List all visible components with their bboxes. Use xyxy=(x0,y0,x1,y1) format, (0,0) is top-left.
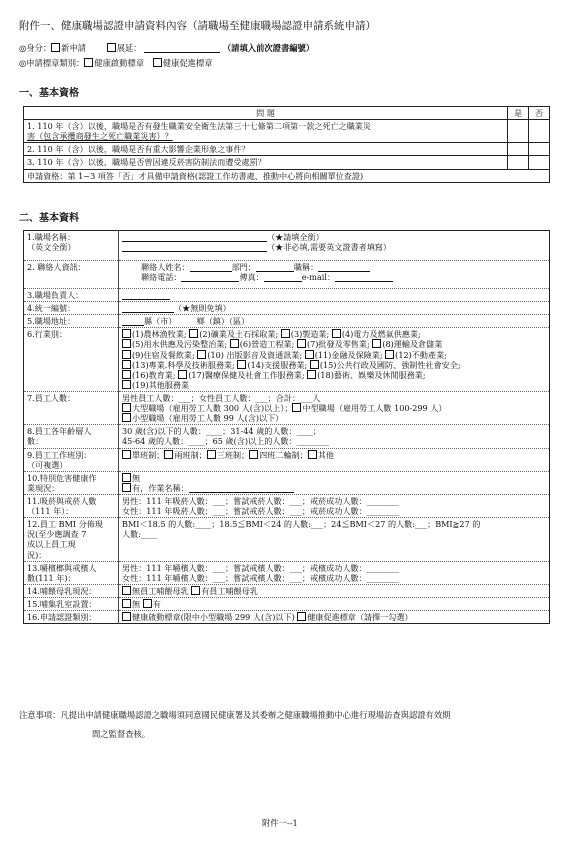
shift-label: 9.員工工作班別： （可複選） xyxy=(24,448,119,471)
industry-checkbox[interactable] xyxy=(332,329,341,338)
industry-checkbox[interactable] xyxy=(122,339,131,348)
contact-cell: 聯絡人姓名： 部門： 職稱： 聯絡電話： 傳真： e-mail： xyxy=(119,261,550,289)
industry-checkbox[interactable] xyxy=(189,329,198,338)
industry-checkbox[interactable] xyxy=(385,350,394,359)
q1-no-cell[interactable] xyxy=(529,120,550,143)
breastfeeding-yes-checkbox[interactable] xyxy=(191,586,200,595)
department-field[interactable] xyxy=(256,262,294,272)
smoking-cell: 男性：111 年吸菸人數：___；嘗試戒菸人數：___；戒菸成功人數：________ 女性：111 年吸菸人數：___；嘗試戒菸人數：___；戒菸成功人數：________ xyxy=(119,494,550,517)
lactation-room-cell: 無 有 xyxy=(119,597,550,610)
room-no-checkbox[interactable] xyxy=(122,599,131,608)
employees-label: 7.員工人數： xyxy=(24,391,119,424)
qualification-table xyxy=(23,106,550,183)
q3-yes-cell[interactable] xyxy=(508,156,529,169)
industry-row: (19)其他服務業 xyxy=(122,380,546,390)
notice-line1: 注意事項：凡提出申請健康職場認證之職場須同意國民健康署及其委辦之健康職場推動中心進行現場訪查與認證有效期 xyxy=(19,710,451,720)
owner-label: 3.職場負責人： xyxy=(24,289,119,302)
breastfeeding-cell: 無員工哺餵母乳 有員工哺餵母乳 xyxy=(119,584,550,597)
tax-id-label: 4.統一編號： xyxy=(24,302,119,315)
bmi-cell: BMI＜18.5 的人數:____；18.5≦BMI＜24 的人數:___；24≦BMI＜27 的人數:___；BMI≧27 的 人數:____ xyxy=(119,518,550,561)
q1-yes-cell[interactable] xyxy=(508,120,529,143)
large-workplace-checkbox[interactable] xyxy=(122,403,131,412)
shift-checkbox[interactable] xyxy=(164,450,173,459)
industry-checkbox[interactable] xyxy=(122,360,131,369)
bmi-label: 12.員工 BMI 分佈現 況(至少應調查 7 成以上員工現 況)： xyxy=(24,518,119,561)
certificate-number-field[interactable] xyxy=(144,43,220,53)
owner-field[interactable] xyxy=(122,290,170,300)
page-footer: 附件一--1 xyxy=(262,818,298,828)
breastfeeding-label: 14.哺餵母乳現況： xyxy=(24,584,119,597)
hazard-name-field[interactable] xyxy=(189,483,294,493)
workplace-name-label: 1.職場名稱： （英文全銜） xyxy=(24,231,119,261)
job-title-field[interactable] xyxy=(318,262,370,272)
fax-field[interactable] xyxy=(264,272,302,282)
question-1: 1. 110 年（含）以後，職場是否有發生職業安全衛生法第三十七條第二項第一款之死亡之職業災 害（包含承攬商發生之死亡職業災害）？ xyxy=(24,120,508,143)
hazard-label: 10.特別危害健康作 業現況： xyxy=(24,471,119,494)
betel-label: 13.嚼檳榔與戒檳人 數(111 年)： xyxy=(24,561,119,584)
industry-cell xyxy=(119,328,550,392)
industry-checkbox[interactable] xyxy=(310,360,319,369)
industry-checkbox[interactable] xyxy=(178,370,187,379)
industry-checkbox[interactable] xyxy=(305,350,314,359)
small-workplace-checkbox[interactable] xyxy=(122,413,131,422)
industry-row: (1)農林漁牧業; (2)礦業及土石採取業; (3)製造業; (4)電力及燃氣供應業; xyxy=(122,329,546,339)
industry-checkbox[interactable] xyxy=(281,329,290,338)
contact-label: 2. 聯絡人資訊： xyxy=(24,261,119,289)
industry-label: 6.行業別： xyxy=(24,328,119,392)
hazard-none-checkbox[interactable] xyxy=(122,473,131,482)
cert-start-checkbox[interactable] xyxy=(122,612,131,621)
room-yes-checkbox[interactable] xyxy=(143,599,152,608)
certification-type-label: 16.申請認證類別： xyxy=(24,611,119,624)
page-title: 附件一、健康職場認證申請資料內容（請職場至健康職場認證申請系統申請） xyxy=(19,20,376,32)
address-label: 5.職場地址： xyxy=(24,315,119,328)
hazard-yes-checkbox[interactable] xyxy=(122,483,131,492)
shift-checkbox[interactable] xyxy=(207,450,216,459)
q2-yes-cell[interactable] xyxy=(508,143,529,156)
smoking-label: 11.吸菸與戒菸人數 （111 年）： xyxy=(24,494,119,517)
phone-field[interactable] xyxy=(181,272,239,282)
industry-checkbox[interactable] xyxy=(197,350,206,359)
identity-row: ◎身分： 新申請 展延： （請填入前次證書編號） xyxy=(19,43,315,53)
renewal-checkbox[interactable] xyxy=(107,43,116,52)
employees-cell: 男性員工人數：___；女性員工人數：___；合計：___人 大型職場（雇用勞工人數 300 人(含)以上）； 中型職場（雇用勞工人數 100-299 人） 小型職場（雇用勞工人數 99 人(含)以下） xyxy=(119,391,550,424)
email-field[interactable] xyxy=(335,272,393,282)
shift-cell: 單班制； 兩班制； 三班制； 四班二輪制； 其他 xyxy=(119,448,550,471)
tax-id-field[interactable] xyxy=(122,303,174,313)
yes-header: 是 xyxy=(508,107,529,120)
notice-line2: 間之監督查核。 xyxy=(92,729,151,739)
question-3: 3. 110 年（含）以後，職場是否曾因違反菸害防制法而遭受處罰？ xyxy=(24,156,508,169)
contact-name-field[interactable] xyxy=(190,262,232,272)
industry-checkbox[interactable] xyxy=(230,339,239,348)
shift-checkbox[interactable] xyxy=(122,450,131,459)
breastfeeding-no-checkbox[interactable] xyxy=(122,586,131,595)
industry-checkbox[interactable] xyxy=(297,339,306,348)
owner-cell xyxy=(119,289,550,302)
lactation-room-label: 15.哺集乳室設置： xyxy=(24,597,119,610)
tax-id-cell: （★無則免填） xyxy=(119,302,550,315)
industry-row: (9)住宿及餐飲業; (10) 出版影音及資通訊業; (11)金融及保險業; (12)不動產業; xyxy=(122,350,546,360)
section1-title: 一、基本資格 xyxy=(19,88,79,99)
industry-checkbox[interactable] xyxy=(122,350,131,359)
question-header: 問 題 xyxy=(24,107,508,120)
question-2: 2. 110 年（含）以後，職場是否有重大影響企業形象之事件？ xyxy=(24,143,508,156)
address-field[interactable] xyxy=(122,316,144,326)
new-application-checkbox[interactable] xyxy=(51,43,60,52)
industry-checkbox[interactable] xyxy=(122,329,131,338)
industry-checkbox[interactable] xyxy=(372,339,381,348)
workplace-name-cell: （★請填全銜） （★非必填,需要英文證書者填寫） xyxy=(119,231,550,261)
betel-cell: 男性：111 年嚼檳人數：___；嘗試戒檳人數：___；戒檳成功人數：________ 女性：111 年嚼檳人數：___；嘗試戒檳人數：___；戒檳成功人數：________ xyxy=(119,561,550,584)
address-cell: 縣（市） 鄉（鎮）（區） xyxy=(119,315,550,328)
q3-no-cell[interactable] xyxy=(529,156,550,169)
shift-checkbox[interactable] xyxy=(308,450,317,459)
workplace-english-name-field[interactable] xyxy=(122,242,267,252)
qualification-note: 申請資格：第 1~3 項答「否」才具備申請資格(認證工作坊書處、推動中心將向相關單位查證) xyxy=(24,169,550,182)
industry-checkbox[interactable] xyxy=(237,360,246,369)
promotion-label-checkbox[interactable] xyxy=(153,58,162,67)
medium-workplace-checkbox[interactable] xyxy=(292,403,301,412)
industry-row: (16)教育業; (17)醫療保健及社會工作服務業; (18)藝術、娛樂及休閒服務業; xyxy=(122,370,546,380)
industry-checkbox[interactable] xyxy=(122,380,131,389)
section2-title: 二、基本資料 xyxy=(19,213,79,224)
age-label: 8.員工各年齡層人 數： xyxy=(24,425,119,448)
category-row: ◎申請標章類別： 健康啟動標章 健康促進標章 xyxy=(19,58,213,68)
shift-checkbox[interactable] xyxy=(249,450,258,459)
certification-type-cell: 健康啟動標章(限中小型職場 299 人(含)以下) 健康促進標章（請擇一勾選） xyxy=(119,611,550,624)
basic-info-table xyxy=(23,230,550,624)
industry-row: (5)用水供應及污染整治業; (6)營造工程業; (7)批發及零售業; (8)運輸及倉儲業 xyxy=(122,339,546,349)
start-label-checkbox[interactable] xyxy=(84,58,93,67)
age-cell: 30 歲(含)以下的人數：____；31-44 歲的人數：____； 45-64 歲的人數：____；65 歲(含)以上的人數：________ xyxy=(119,425,550,448)
no-header: 否 xyxy=(529,107,550,120)
industry-row: (13)專業.科學及技術服務業; (14)支援服務業; (15)公共行政及國防、強制性社會安全; xyxy=(122,360,546,370)
industry-checkbox[interactable] xyxy=(122,370,131,379)
cert-promotion-checkbox[interactable] xyxy=(297,612,306,621)
industry-checkbox[interactable] xyxy=(307,370,316,379)
workplace-name-field[interactable] xyxy=(122,232,267,242)
hazard-cell: 無 有，作業名稱： xyxy=(119,471,550,494)
q2-no-cell[interactable] xyxy=(529,143,550,156)
